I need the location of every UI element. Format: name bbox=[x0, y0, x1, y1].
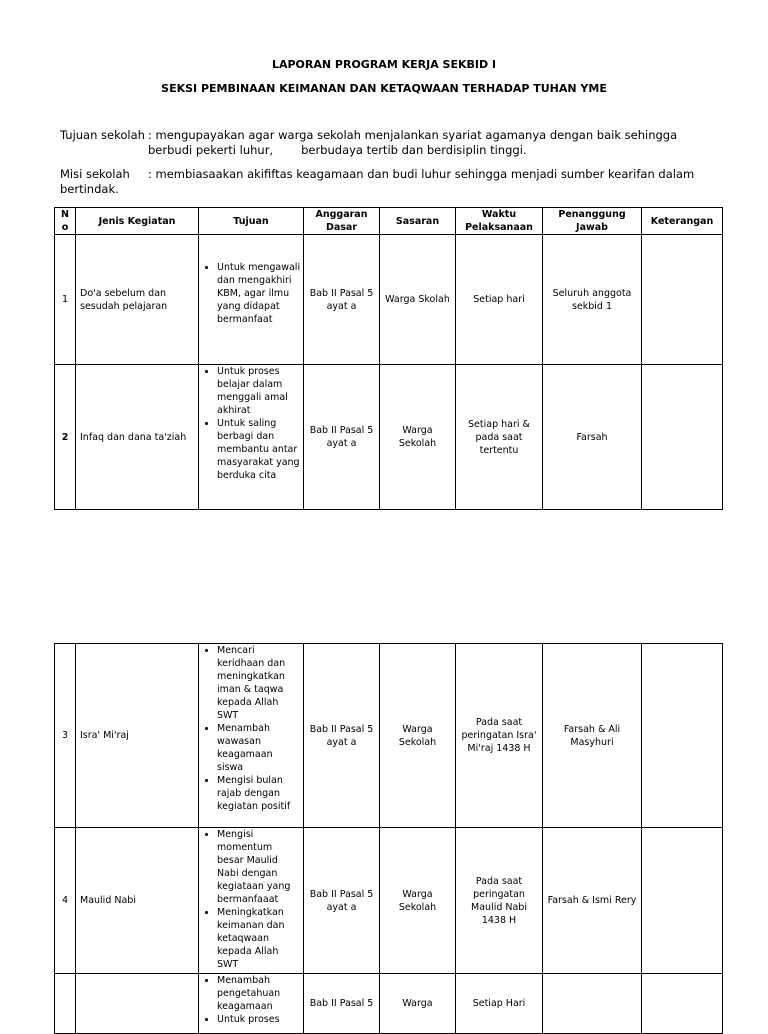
cell-no bbox=[55, 974, 76, 1034]
cell-tujuan bbox=[199, 828, 304, 974]
cell-waktu-pelaksanaan: Setiap Hari bbox=[456, 974, 543, 1034]
cell-sasaran: Warga Skolah bbox=[380, 235, 456, 365]
cell-penanggung-jawab: Seluruh anggota sekbid 1 bbox=[543, 235, 642, 365]
cell-jenis-kegiatan: Do'a sebelum dan sesudah pelajaran bbox=[76, 235, 199, 365]
tujuan-list bbox=[201, 261, 301, 326]
header-sasaran: Sasaran bbox=[380, 208, 456, 235]
cell-keterangan bbox=[642, 828, 723, 974]
table-row bbox=[55, 644, 723, 828]
header-jenis-kegiatan: Jenis Kegiatan bbox=[76, 208, 199, 235]
tujuan-item: • Mengisi momentum besar Maulid Nabi dengan kegiataan yang bermanfaaat bbox=[217, 828, 301, 906]
cell-sasaran: Warga Sekolah bbox=[380, 365, 456, 510]
cell-anggaran-dasar: Bab II Pasal 5 ayat a bbox=[304, 235, 380, 365]
table-row bbox=[55, 235, 723, 365]
header-no: N o bbox=[55, 208, 76, 235]
header-waktu-pelaksanaan: Waktu Pelaksanaan bbox=[456, 208, 543, 235]
tujuan-item: • Menambah pengetahuan keagamaan bbox=[217, 974, 301, 1013]
cell-waktu-pelaksanaan: Setiap hari bbox=[456, 235, 543, 365]
table-row bbox=[55, 365, 723, 510]
tujuan-item: • Untuk proses belajar dalam menggali amal akhirat bbox=[217, 365, 301, 417]
program-table-1 bbox=[54, 207, 723, 510]
document-title: LAPORAN PROGRAM KERJA SEKBID I bbox=[271, 58, 497, 71]
cell-jenis-kegiatan bbox=[76, 974, 199, 1034]
tujuan-list bbox=[201, 644, 301, 813]
cell-anggaran-dasar: Bab II Pasal 5 ayat a bbox=[304, 365, 380, 510]
cell-jenis-kegiatan: Isra' Mi'raj bbox=[76, 644, 199, 828]
misi-label: Misi sekolah bbox=[60, 167, 130, 181]
tujuan-list bbox=[201, 365, 301, 482]
tujuan-label: Tujuan sekolah bbox=[60, 128, 145, 142]
program-table-2 bbox=[54, 643, 723, 1034]
header-anggaran-dasar: Anggaran Dasar bbox=[304, 208, 380, 235]
tujuan-item: • Mengisi bulan rajab dengan kegiatan positif bbox=[217, 774, 301, 813]
tujuan-list bbox=[201, 828, 301, 971]
cell-penanggung-jawab: Farsah & Ali Masyhuri bbox=[543, 644, 642, 828]
tujuan-item: • Untuk saling berbagi dan membantu antar masyarakat yang berduka cita bbox=[217, 417, 301, 482]
tujuan-list bbox=[201, 974, 301, 1026]
tujuan-line1: : mengupayakan agar warga sekolah menjalankan syariat agamanya dengan baik sehingga bbox=[148, 128, 678, 142]
cell-no: 1 bbox=[55, 235, 76, 365]
cell-waktu-pelaksanaan: Pada saat peringatan Maulid Nabi 1438 H bbox=[456, 828, 543, 974]
cell-tujuan bbox=[199, 644, 304, 828]
header-penanggung-jawab: Penanggung Jawab bbox=[543, 208, 642, 235]
cell-anggaran-dasar: Bab II Pasal 5 ayat a bbox=[304, 828, 380, 974]
misi-line1: : membiasaakan akififtas keagamaan dan budi luhur sehingga menjadi sumber kearifan dalam bbox=[148, 167, 695, 181]
cell-penanggung-jawab: Farsah & Ismi Rery bbox=[543, 828, 642, 974]
cell-keterangan bbox=[642, 644, 723, 828]
cell-penanggung-jawab bbox=[543, 974, 642, 1034]
cell-penanggung-jawab: Farsah bbox=[543, 365, 642, 510]
tujuan-line2b: berbudaya tertib dan berdisiplin tinggi. bbox=[301, 143, 527, 157]
cell-anggaran-dasar: Bab II Pasal 5 ayat a bbox=[304, 644, 380, 828]
tujuan-sekolah bbox=[60, 128, 720, 158]
table-row bbox=[55, 974, 723, 1034]
cell-sasaran: Warga Sekolah bbox=[380, 828, 456, 974]
cell-jenis-kegiatan: Maulid Nabi bbox=[76, 828, 199, 974]
document-subtitle: SEKSI PEMBINAAN KEIMANAN DAN KETAQWAAN TERHADAP TUHAN YME bbox=[161, 82, 607, 95]
tujuan-item: • Meningkatkan keimanan dan ketaqwaan kepada Allah SWT bbox=[217, 906, 301, 971]
tujuan-item: • Untuk proses bbox=[217, 1013, 301, 1026]
tujuan-item: • Menambah wawasan keagamaan siswa bbox=[217, 722, 301, 774]
cell-sasaran: Warga Sekolah bbox=[380, 644, 456, 828]
cell-waktu-pelaksanaan: Pada saat peringatan Isra' Mi'raj 1438 H bbox=[456, 644, 543, 828]
cell-keterangan bbox=[642, 365, 723, 510]
cell-waktu-pelaksanaan: Setiap hari & pada saat tertentu bbox=[456, 365, 543, 510]
table-row bbox=[55, 828, 723, 974]
cell-jenis-kegiatan: Infaq dan dana ta'ziah bbox=[76, 365, 199, 510]
tujuan-item: • Mencari keridhaan dan meningkatkan iman & taqwa kepada Allah SWT bbox=[217, 644, 301, 722]
cell-anggaran-dasar: Bab II Pasal 5 bbox=[304, 974, 380, 1034]
cell-sasaran: Warga bbox=[380, 974, 456, 1034]
tujuan-item: • Untuk mengawali dan mengakhiri KBM, agar ilmu yang didapat bermanfaat bbox=[217, 261, 301, 326]
cell-keterangan bbox=[642, 235, 723, 365]
cell-keterangan bbox=[642, 974, 723, 1034]
cell-tujuan bbox=[199, 235, 304, 365]
cell-no: 2 bbox=[55, 365, 76, 510]
misi-sekolah bbox=[60, 167, 720, 197]
misi-line2: bertindak. bbox=[60, 182, 119, 196]
header-keterangan: Keterangan bbox=[642, 208, 723, 235]
cell-tujuan bbox=[199, 365, 304, 510]
cell-tujuan bbox=[199, 974, 304, 1034]
tujuan-line2a: berbudi pekerti luhur, bbox=[148, 143, 274, 157]
cell-no: 3 bbox=[55, 644, 76, 828]
cell-no: 4 bbox=[55, 828, 76, 974]
header-tujuan: Tujuan bbox=[199, 208, 304, 235]
